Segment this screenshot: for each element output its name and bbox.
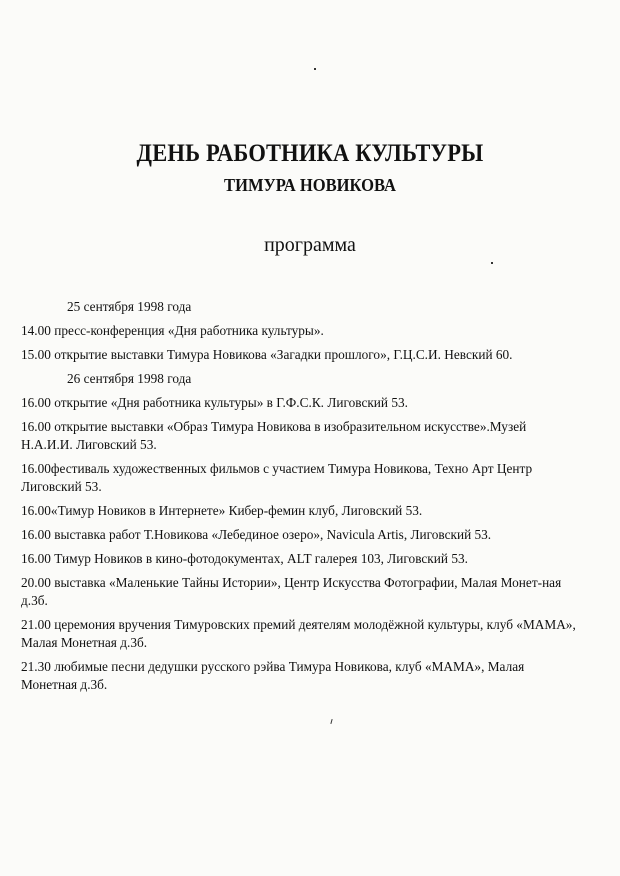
event-entry: 14.00 пресс-конференция «Дня работника культуры».: [21, 323, 324, 338]
event-entry: 15.00 открытие выставки Тимура Новикова «Загадки прошлого», Г.Ц.С.И. Невский 60.: [21, 347, 513, 362]
event-entry: 16.00 открытие «Дня работника культуры» в Г.Ф.С.К. Лиговский 53.: [21, 395, 408, 410]
program-list: [21, 298, 581, 700]
document-title: ДЕНЬ РАБОТНИКА КУЛЬТУРЫ: [136, 140, 484, 167]
day-date: 25 сентября 1998 года: [67, 299, 192, 314]
event-entry: 16.00фестиваль художественных фильмов с участием Тимура Новикова, Техно Арт Центр Лиговский 53.: [21, 461, 533, 494]
program-heading: программа: [264, 234, 356, 256]
event-entry: 21.00 церемония вручения Тимуровских премий деятелям молодёжной культуры, клуб «МАМА», Малая Монетная д.3б.: [21, 617, 576, 650]
event-entry: 21.30 любимые песни дедушки русского рэйва Тимура Новикова, клуб «МАМА», Малая Монетная д.3б.: [21, 659, 525, 692]
event-entry: 16.00 Тимур Новиков в кино-фотодокументах, ALT галерея 103, Лиговский 53.: [21, 551, 468, 566]
paper-speck: [314, 68, 316, 70]
document-subtitle: ТИМУРА НОВИКОВА: [224, 175, 396, 195]
paper-speck: [491, 262, 493, 264]
paper-speck: [330, 719, 332, 724]
event-entry: 16.00 открытие выставки «Образ Тимура Новикова в изобразительном искусстве».Музей Н.А.И.И. Лиговский 53.: [21, 419, 527, 452]
event-entry: 16.00«Тимур Новиков в Интернете» Кибер-фемин клуб, Лиговский 53.: [21, 503, 423, 518]
day-date: 26 сентября 1998 года: [67, 371, 192, 386]
event-entry: 16.00 выставка работ Т.Новикова «Лебединое озеро», Navicula Artis, Лиговский 53.: [21, 527, 492, 542]
event-entry: 20.00 выставка «Маленькие Тайны Истории», Центр Искусства Фотографии, Малая Монет-ная д.3б.: [21, 575, 562, 608]
